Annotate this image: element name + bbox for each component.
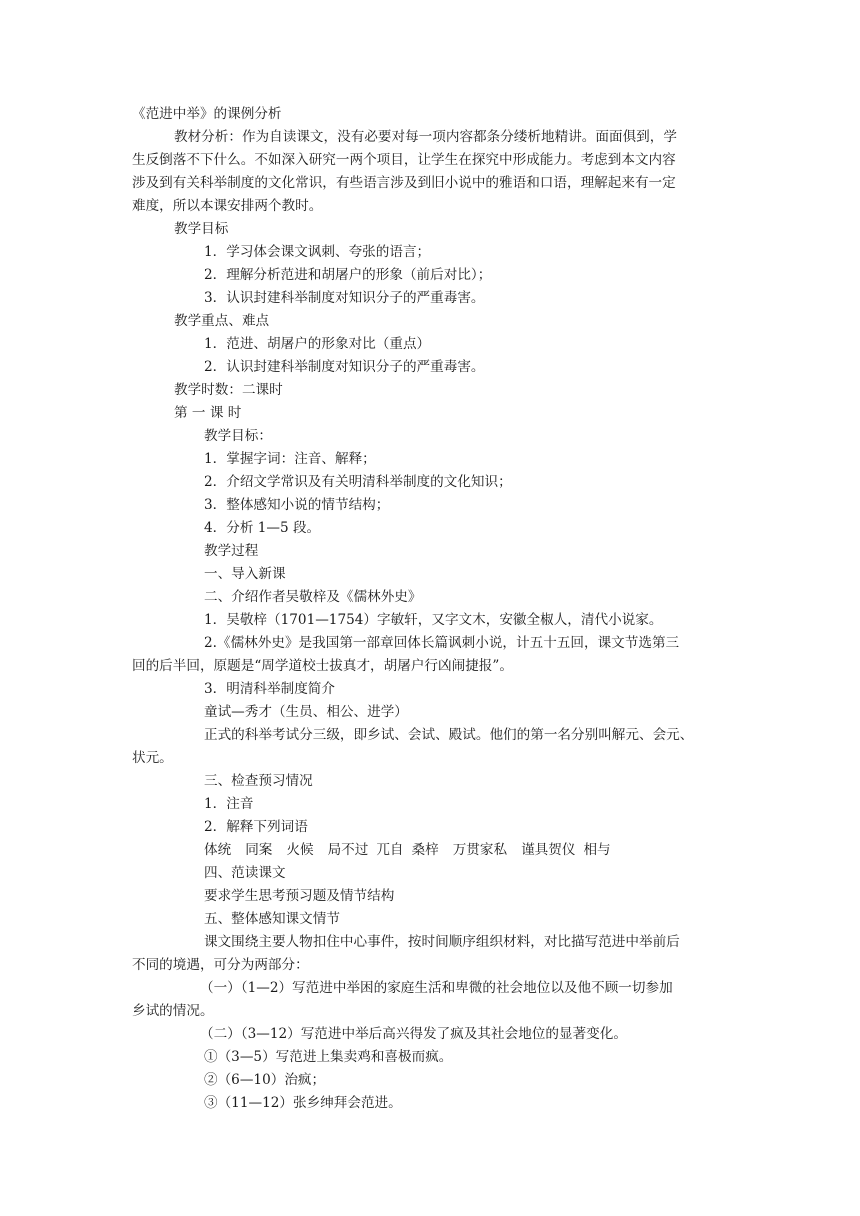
part-two-sub-item: ①（3—5）写范进上集卖鸡和喜极而疯。 bbox=[204, 1049, 453, 1065]
analysis-line-4: 难度，所以本课安排两个教时。 bbox=[132, 198, 323, 214]
vocab-word: 火候 bbox=[286, 842, 314, 858]
part-two-sub-item: ②（6—10）治疯； bbox=[204, 1072, 326, 1088]
goal-item: 1．学习体会课文讽刺、夸张的语言； bbox=[204, 244, 431, 260]
plot-line-2: 不同的境遇，可分为两部分： bbox=[132, 957, 309, 973]
exam-child-test: 童试—秀才（生员、相公、进学） bbox=[204, 704, 408, 720]
step-plot-overview: 五、整体感知课文情节 bbox=[204, 911, 340, 927]
plot-line-1: 课文围绕主要人物扣住中心事件，按时间顺序组织材料，对比描写范进中举前后 bbox=[204, 934, 680, 950]
exam-heading: 3．明清科举制度简介 bbox=[204, 681, 335, 697]
vocab-word: 谨具贺仪 bbox=[521, 842, 576, 858]
vocab-word: 相与 bbox=[583, 842, 611, 858]
lesson-goals-heading: 教学目标： bbox=[204, 428, 272, 444]
step-preview-check: 三、检查预习情况 bbox=[204, 773, 313, 789]
lesson-goal-item: 4．分析 1—5 段。 bbox=[204, 520, 321, 536]
lesson-one-heading: 第 一 课 时 bbox=[174, 405, 242, 421]
goal-item: 3．认识封建科举制度对知识分子的严重毒害。 bbox=[204, 290, 485, 306]
model-reading-requirement: 要求学生思考预习题及情节结构 bbox=[204, 888, 395, 904]
part-two-sub-item: ③（11—12）张乡绅拜会范进。 bbox=[204, 1095, 402, 1111]
vocabulary-list bbox=[204, 839, 804, 862]
vocab-word: 体统 bbox=[204, 842, 232, 858]
lesson-goal-item: 2．介绍文学常识及有关明清科举制度的文化知识； bbox=[204, 474, 512, 490]
analysis-line-3: 涉及到有关科举制度的文化常识，有些语言涉及到旧小说中的雅语和口语，理解起来有一定 bbox=[132, 175, 676, 191]
exam-formal-line-1: 正式的科举考试分三级，即乡试、会试、殿试。他们的第一名分别叫解元、会元、 bbox=[204, 727, 694, 743]
vocab-word: 万贯家私 bbox=[452, 842, 508, 858]
part-one-line-2: 乡试的情况。 bbox=[132, 1003, 214, 1019]
exam-formal-line-2: 状元。 bbox=[132, 750, 173, 766]
vocab-word: 桑梓 bbox=[411, 842, 439, 858]
analysis-line-1: 教材分析：作为自读课文，没有必要对每一项内容都条分缕析地精讲。面面俱到，学 bbox=[174, 129, 677, 145]
step-author: 二、介绍作者吴敬梓及《儒林外史》 bbox=[204, 589, 422, 605]
lesson-goal-item: 3．整体感知小说的情节结构； bbox=[204, 497, 390, 513]
vocab-word: 同案 bbox=[245, 842, 273, 858]
explain-words-item: 2．解释下列词语 bbox=[204, 819, 308, 835]
step-intro: 一、导入新课 bbox=[204, 566, 286, 582]
key-points-heading: 教学重点、难点 bbox=[174, 313, 270, 329]
vocab-word: 局不过 bbox=[327, 842, 369, 858]
book-info-line-2: 回的后半回，原题是“周学道校士拔真才，胡屠户行凶闹捷报”。 bbox=[132, 658, 513, 674]
analysis-line-2: 生反倒落不下什么。不如深入研究一两个项目，让学生在探究中形成能力。考虑到本文内容 bbox=[132, 152, 676, 168]
pronunciation-item: 1．注音 bbox=[204, 796, 254, 812]
process-heading: 教学过程 bbox=[204, 543, 259, 559]
part-two: （二）（3—12）写范进中举后高兴得发了疯及其社会地位的显著变化。 bbox=[200, 1026, 627, 1042]
book-info-line-1: 2.《儒林外史》是我国第一部章回体长篇讽刺小说，计五十五回，课文节选第三 bbox=[204, 635, 680, 651]
goals-heading: 教学目标 bbox=[174, 221, 229, 237]
key-point-item: 1．范进、胡屠户的形象对比（重点） bbox=[204, 336, 431, 352]
step-model-reading: 四、范读课文 bbox=[204, 865, 286, 881]
teaching-hours: 教学时数：二课时 bbox=[174, 382, 283, 398]
author-info: 1．吴敬梓（1701—1754）字敏轩，又字文木，安徽全椒人，清代小说家。 bbox=[204, 612, 663, 628]
lesson-goal-item: 1．掌握字词：注音、解释； bbox=[204, 451, 376, 467]
vocab-word: 兀自 bbox=[376, 842, 404, 858]
key-point-item: 2．认识封建科举制度对知识分子的严重毒害。 bbox=[204, 359, 485, 375]
part-one-line-1: （一）（1—2）写范进中举困的家庭生活和卑微的社会地位以及他不顾一切参加 bbox=[200, 980, 673, 996]
document-title: 《范进中举》的课例分析 bbox=[132, 106, 282, 122]
goal-item: 2．理解分析范进和胡屠户的形象（前后对比）； bbox=[204, 267, 492, 283]
